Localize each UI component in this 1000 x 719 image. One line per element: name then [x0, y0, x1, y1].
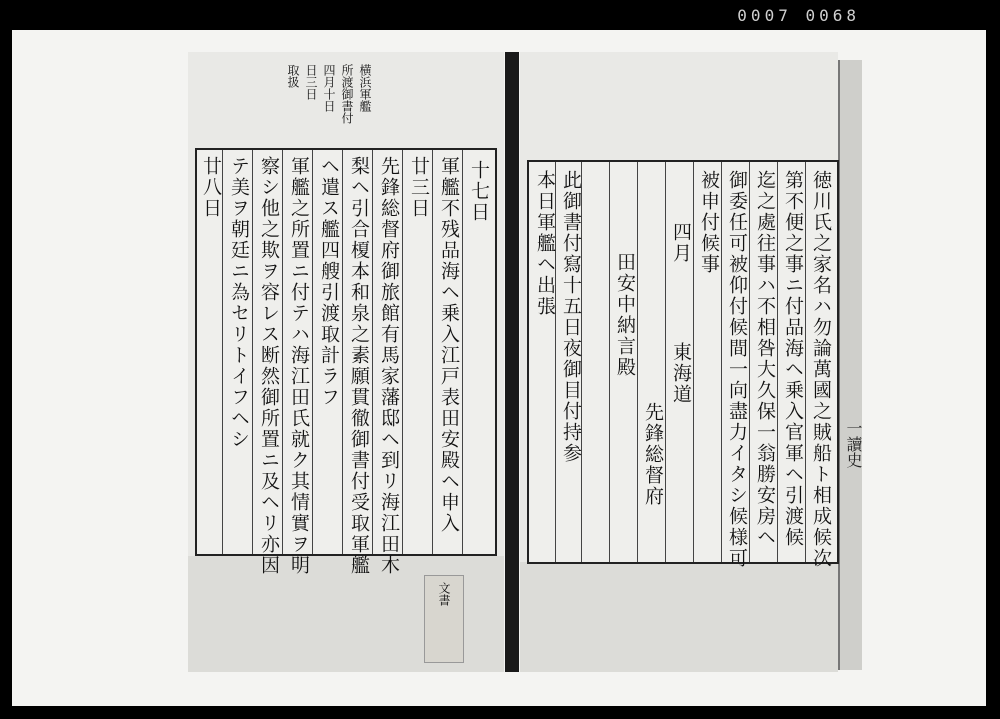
margin-note-line: 取扱: [286, 64, 300, 88]
text-column: 察シ他之欺ヲ容レス断然御所置ニ及ヘリ亦因: [258, 156, 280, 576]
column-rule: [342, 150, 343, 554]
text-column: 先鋒総督府: [642, 402, 664, 507]
text-column: 御委任可被仰付候間一向盡力イタシ候様可: [726, 170, 748, 569]
column-rule: [252, 150, 253, 554]
column-rule: [432, 150, 433, 554]
paper-slip: [424, 575, 464, 663]
right-lower-margin: [520, 562, 838, 672]
text-column: 梨ヘ引合榎本和泉之素願貫徹御書付受取軍艦: [348, 156, 370, 576]
column-rule: [462, 150, 463, 554]
column-rule: [749, 162, 750, 562]
text-column: 此御書付寫十五日夜御目付持参: [560, 170, 582, 464]
column-rule: [282, 150, 283, 554]
text-column: 先鋒総督府御旅館有馬家藩邸ヘ到リ海江田木: [378, 156, 400, 576]
margin-note: [232, 62, 372, 144]
text-column: テ美ヲ朝廷ニ為セリトイフヘシ: [228, 156, 250, 450]
column-rule: [402, 150, 403, 554]
text-column: 田安中納言殿: [614, 252, 636, 378]
margin-note-line: 所渡御書付: [340, 64, 354, 124]
column-rule: [693, 162, 694, 562]
text-column: 迄之處往事ハ不相咎大久保一翁勝安房ヘ: [754, 170, 776, 548]
text-column: 四月: [670, 222, 692, 264]
right-edge-label: 一讀史: [844, 420, 863, 468]
column-rule: [805, 162, 806, 562]
column-rule: [721, 162, 722, 562]
column-rule: [372, 150, 373, 554]
text-column: 徳川氏之家名ハ勿論萬國之賊船ト相成候次: [810, 170, 832, 569]
text-column: 十七日: [468, 160, 490, 223]
book-gutter: [505, 52, 519, 672]
left-text-grid: [195, 148, 497, 576]
text-column: 軍艦不残品海ヘ乗入江戸表田安殿ヘ申入: [438, 156, 460, 534]
margin-note-line: 日三日: [304, 64, 318, 100]
text-column: ヘ遣ス艦四艘引渡取計ラフ: [318, 156, 340, 408]
page-edge-strip: [838, 60, 862, 670]
text-column: 被申付候事: [698, 170, 720, 275]
right-text-grid: [527, 160, 839, 569]
text-column: 軍艦之所置ニ付テハ海江田氏就ク其情實ヲ明: [288, 156, 310, 576]
column-rule: [637, 162, 638, 562]
text-column: 第不便之事ニ付品海ヘ乗入官軍ヘ引渡候: [782, 170, 804, 548]
slip-label: 文書: [437, 582, 451, 606]
margin-note-line: 横浜軍艦: [358, 64, 372, 112]
frame-number: 0007 0068: [737, 6, 860, 25]
text-column: 廿八日: [200, 156, 222, 219]
column-rule: [665, 162, 666, 562]
text-column: 廿三日: [408, 156, 430, 219]
column-rule: [777, 162, 778, 562]
column-rule: [312, 150, 313, 554]
text-column: 本日軍艦ヘ出張: [534, 170, 556, 317]
margin-note-line: 四月十日: [322, 64, 336, 112]
column-rule: [609, 162, 610, 562]
text-column: 東海道: [670, 342, 692, 405]
